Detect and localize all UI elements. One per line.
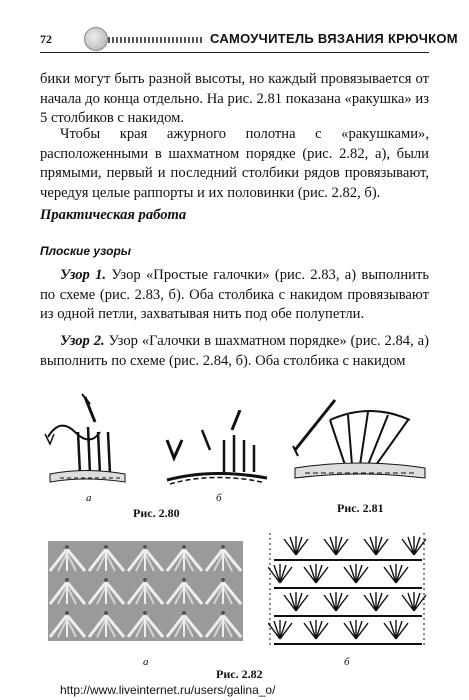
fig-2-80-a-illustration [40,392,130,492]
fig-2-80-caption: Рис. 2.80 [133,506,180,520]
paragraph-pattern-1 [40,266,429,325]
fig-2-82-b-crochet-chart [268,533,428,648]
page-header [0,0,469,60]
footer-url: http://www.liveinternet.ru/users/galina_o/ [60,683,276,697]
pattern-1-lead: Узор 1. [60,267,107,283]
paragraph-1: бики могут быть разной высоты, но каждый провязывается от начала до конца отдельно. На рис. 2.81 показана «ракушка» из 5 столбиков с накидом. [40,71,429,126]
heading-flat-patterns: Плоские узоры [40,244,132,258]
fig-2-80-b-label: б [216,492,222,504]
paragraph-pattern-2 [40,332,429,371]
book-logo-icon [84,27,108,51]
pattern-2-lead: Узор 2. [60,333,105,349]
pattern-2-text: Узор «Галочки в шахматном порядке» (рис. 2.84, а) выполнить по схеме (рис. 2.84, б). Оба столбика с накидом [40,333,429,369]
header-rule [40,52,429,53]
header-decoration [108,37,204,43]
fig-2-82-a-label: а [143,656,149,668]
book-title: САМОУЧИТЕЛЬ ВЯЗАНИЯ КРЮЧКОМ [210,31,458,46]
fig-2-82-caption: Рис. 2.82 [216,667,263,681]
fig-2-80-b-illustration [162,410,272,492]
fig-2-81-illustration [290,390,430,490]
fig-2-82-b-label: б [344,656,350,668]
fig-2-82-a-fabric-photo [48,541,243,641]
paragraph-2: Чтобы края ажурного полотна с «ракушками», расположенными в шахматном порядке (рис. 2.82, а), были прямыми, первый и последний столбики рядов провязывают, чередуя целые раппорты и их половинки (рис. 2.82, б). [40,126,429,201]
fig-2-81-caption: Рис. 2.81 [337,501,384,515]
heading-practical-work: Практическая работа [40,207,187,223]
pattern-1-text: Узор «Простые галочки» (рис. 2.83, а) выполнить по схеме (рис. 2.83, б). Оба столбика с накидом провязывают из одной петли, захватывая нить под обе полупетли. [40,267,429,322]
fig-2-80-a-label: а [86,492,92,504]
page-number: 72 [40,32,52,46]
